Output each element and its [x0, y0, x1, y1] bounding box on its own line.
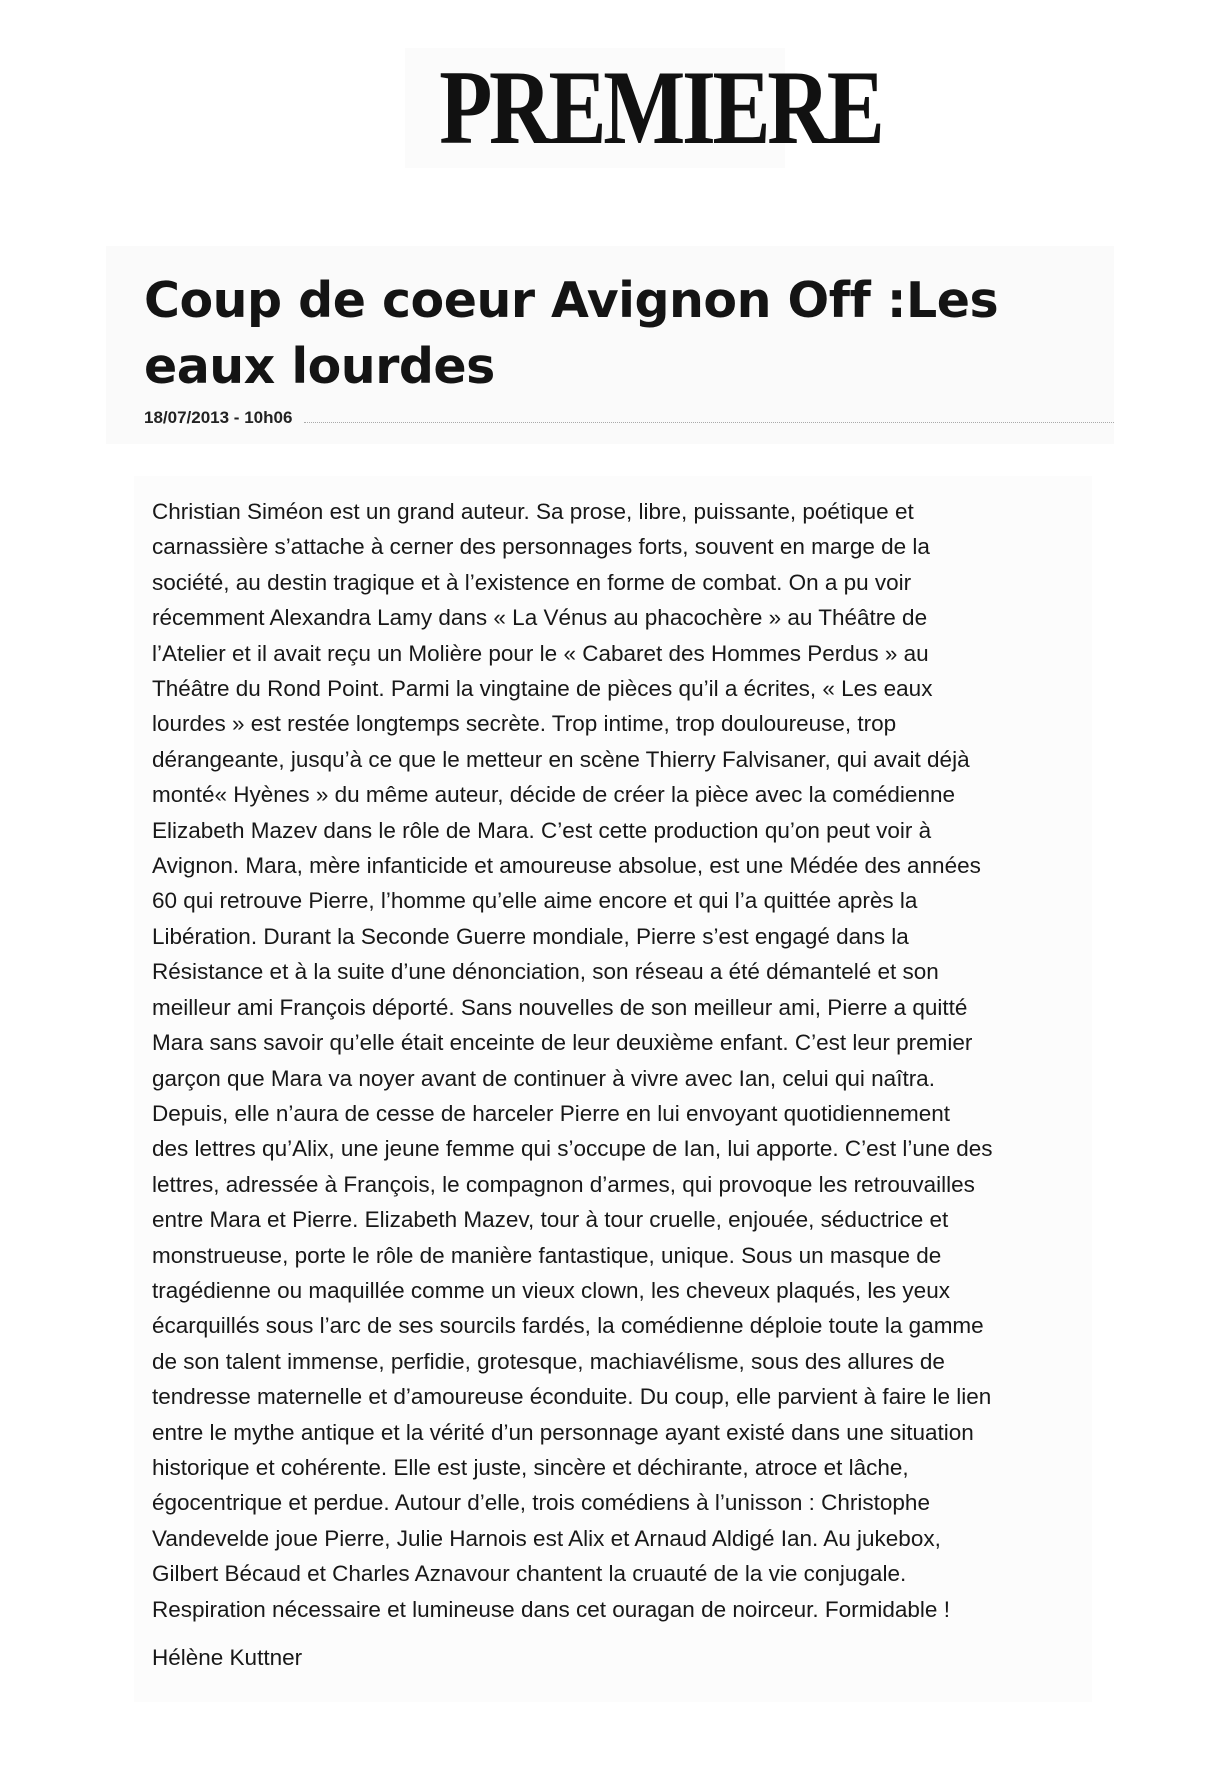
publication-date: 18/07/2013 - 10h06	[144, 408, 293, 427]
article-title: Coup de coeur Avignon Off :Les eaux lourdes	[144, 272, 999, 395]
premiere-logo	[405, 48, 882, 168]
article-content	[134, 476, 1092, 1702]
article-author: Hélène Kuttner	[152, 1645, 303, 1670]
article-header	[106, 246, 1114, 444]
dotted-divider	[304, 414, 1114, 423]
logo-wordmark: PREMIERE	[439, 49, 882, 166]
article-body: Christian Siméon est un grand auteur. Sa prose, libre, puissante, poétique et carnassière s’attache à cerner des personnages forts, souvent en marge de la société, au destin tragique et à l’existence en forme de combat. On a pu voir récemment Alexandra Lamy dans « La Vénus au phacochère » au Théâtre de l’Atelier et il avait reçu un Molière pour le « Cabaret des Hommes Perdus » au Théâtre du Rond Point. Parmi la vingtaine de pièces qu’il a écrites, « Les eaux lourdes » est restée longtemps secrète. Trop intime, trop douloureuse, trop dérangeante, jusqu’à ce que le metteur en scène Thierry Falvisaner, qui avait déjà monté« Hyènes » du même auteur, décide de créer la pièce avec la comédienne Elizabeth Mazev dans le rôle de Mara. C’est cette production qu’on peut voir à Avignon. Mara, mère infanticide et amoureuse absolue, est une Médée des années 60 qui retrouve Pierre, l’homme qu’elle aime encore et qui l’a quittée après la Libération. Durant la Seconde Guerre mondiale, Pierre s’est engagé dans la Résistance et à la suite d’une dénonciation, son réseau a été démantelé et son meilleur ami François déporté. Sans nouvelles de son meilleur ami, Pierre a quitté Mara sans savoir qu’elle était enceinte de leur deuxième enfant. C’est leur premier garçon que Mara va noyer avant de continuer à vivre avec Ian, celui qui naîtra. Depuis, elle n’aura de cesse de harceler Pierre en lui envoyant quotidiennement des lettres qu’Alix, une jeune femme qui s’occupe de Ian, lui apporte. C’est l’une des lettres, adressée à François, le compagnon d’armes, qui provoque les retrouvailles entre Mara et Pierre. Elizabeth Mazev, tour à tour cruelle, enjouée, séductrice et monstrueuse, porte le rôle de manière fantastique, unique. Sous un masque de tragédienne ou maquillée comme un vieux clown, les cheveux plaqués, les yeux écarquillés sous l’arc de ses sourcils fardés, la comédienne déploie toute la gamme de son talent immense, perfidie, grotesque, machiavélisme, sous des allures de tendresse maternelle et d’amoureuse éconduite. Du coup, elle parvient à faire le lien entre le mythe antique et la vérité d’un personnage ayant existé dans une situation historique et cohérente. Elle est juste, sincère et déchirante, atroce et lâche, égocentrique et perdue. Autour d’elle, trois comédiens à l’unisson : Christophe Vandevelde joue Pierre, Julie Harnois est Alix et Arnaud Aldigé Ian. Au jukebox, Gilbert Bécaud et Charles Aznavour chantent la cruauté de la vie conjugale. Respiration nécessaire et lumineuse dans cet ouragan de noirceur. Formidable !	[152, 499, 993, 1622]
article-dateline	[144, 406, 1114, 430]
